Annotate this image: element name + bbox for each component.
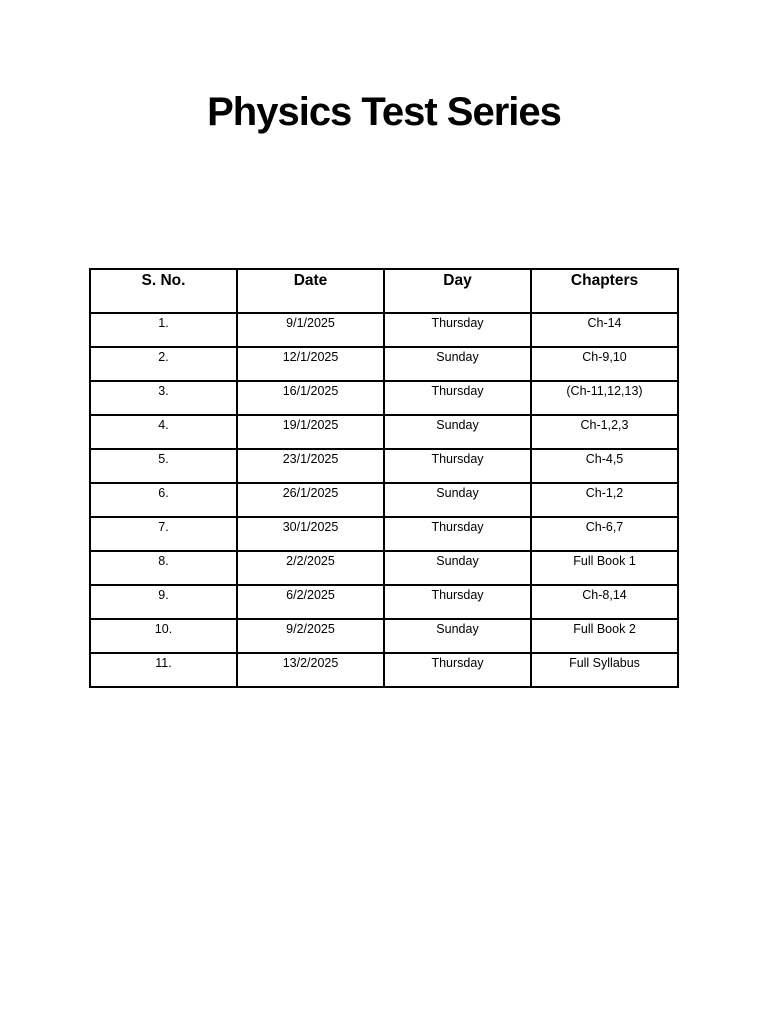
cell-date: 6/2/2025 (237, 585, 384, 619)
table-header-row (90, 269, 678, 313)
table-row (90, 449, 678, 483)
table-row (90, 619, 678, 653)
cell-date: 9/2/2025 (237, 619, 384, 653)
table-row (90, 585, 678, 619)
cell-date: 9/1/2025 (237, 313, 384, 347)
page-title: Physics Test Series (207, 90, 561, 134)
cell-day: Thursday (384, 517, 531, 551)
cell-chapters: Ch-14 (531, 313, 678, 347)
table-row (90, 381, 678, 415)
table-body (90, 313, 678, 687)
cell-serial-number: 6. (90, 483, 237, 517)
test-schedule-table (89, 268, 679, 688)
table-row (90, 483, 678, 517)
cell-date: 13/2/2025 (237, 653, 384, 687)
table-row (90, 415, 678, 449)
cell-serial-number: 9. (90, 585, 237, 619)
cell-chapters: Full Book 1 (531, 551, 678, 585)
cell-chapters: Ch-1,2 (531, 483, 678, 517)
header-date: Date (237, 269, 384, 313)
cell-day: Sunday (384, 347, 531, 381)
cell-serial-number: 8. (90, 551, 237, 585)
cell-chapters: Ch-8,14 (531, 585, 678, 619)
cell-serial-number: 5. (90, 449, 237, 483)
cell-day: Thursday (384, 449, 531, 483)
table-row (90, 551, 678, 585)
cell-day: Sunday (384, 619, 531, 653)
cell-chapters: Ch-9,10 (531, 347, 678, 381)
cell-date: 12/1/2025 (237, 347, 384, 381)
cell-serial-number: 1. (90, 313, 237, 347)
cell-day: Sunday (384, 483, 531, 517)
cell-date: 19/1/2025 (237, 415, 384, 449)
cell-day: Thursday (384, 585, 531, 619)
cell-day: Thursday (384, 653, 531, 687)
table-row (90, 313, 678, 347)
cell-date: 16/1/2025 (237, 381, 384, 415)
cell-serial-number: 10. (90, 619, 237, 653)
table-row (90, 653, 678, 687)
cell-date: 2/2/2025 (237, 551, 384, 585)
cell-day: Thursday (384, 313, 531, 347)
cell-day: Thursday (384, 381, 531, 415)
table-row (90, 517, 678, 551)
header-day: Day (384, 269, 531, 313)
cell-chapters: Full Syllabus (531, 653, 678, 687)
cell-serial-number: 2. (90, 347, 237, 381)
cell-day: Sunday (384, 551, 531, 585)
cell-date: 26/1/2025 (237, 483, 384, 517)
header-chapters: Chapters (531, 269, 678, 313)
cell-serial-number: 7. (90, 517, 237, 551)
cell-date: 30/1/2025 (237, 517, 384, 551)
cell-date: 23/1/2025 (237, 449, 384, 483)
cell-chapters: Full Book 2 (531, 619, 678, 653)
header-serial-number: S. No. (90, 269, 237, 313)
cell-serial-number: 11. (90, 653, 237, 687)
cell-serial-number: 4. (90, 415, 237, 449)
table-row (90, 347, 678, 381)
cell-chapters: (Ch-11,12,13) (531, 381, 678, 415)
cell-chapters: Ch-1,2,3 (531, 415, 678, 449)
cell-day: Sunday (384, 415, 531, 449)
cell-serial-number: 3. (90, 381, 237, 415)
cell-chapters: Ch-6,7 (531, 517, 678, 551)
cell-chapters: Ch-4,5 (531, 449, 678, 483)
